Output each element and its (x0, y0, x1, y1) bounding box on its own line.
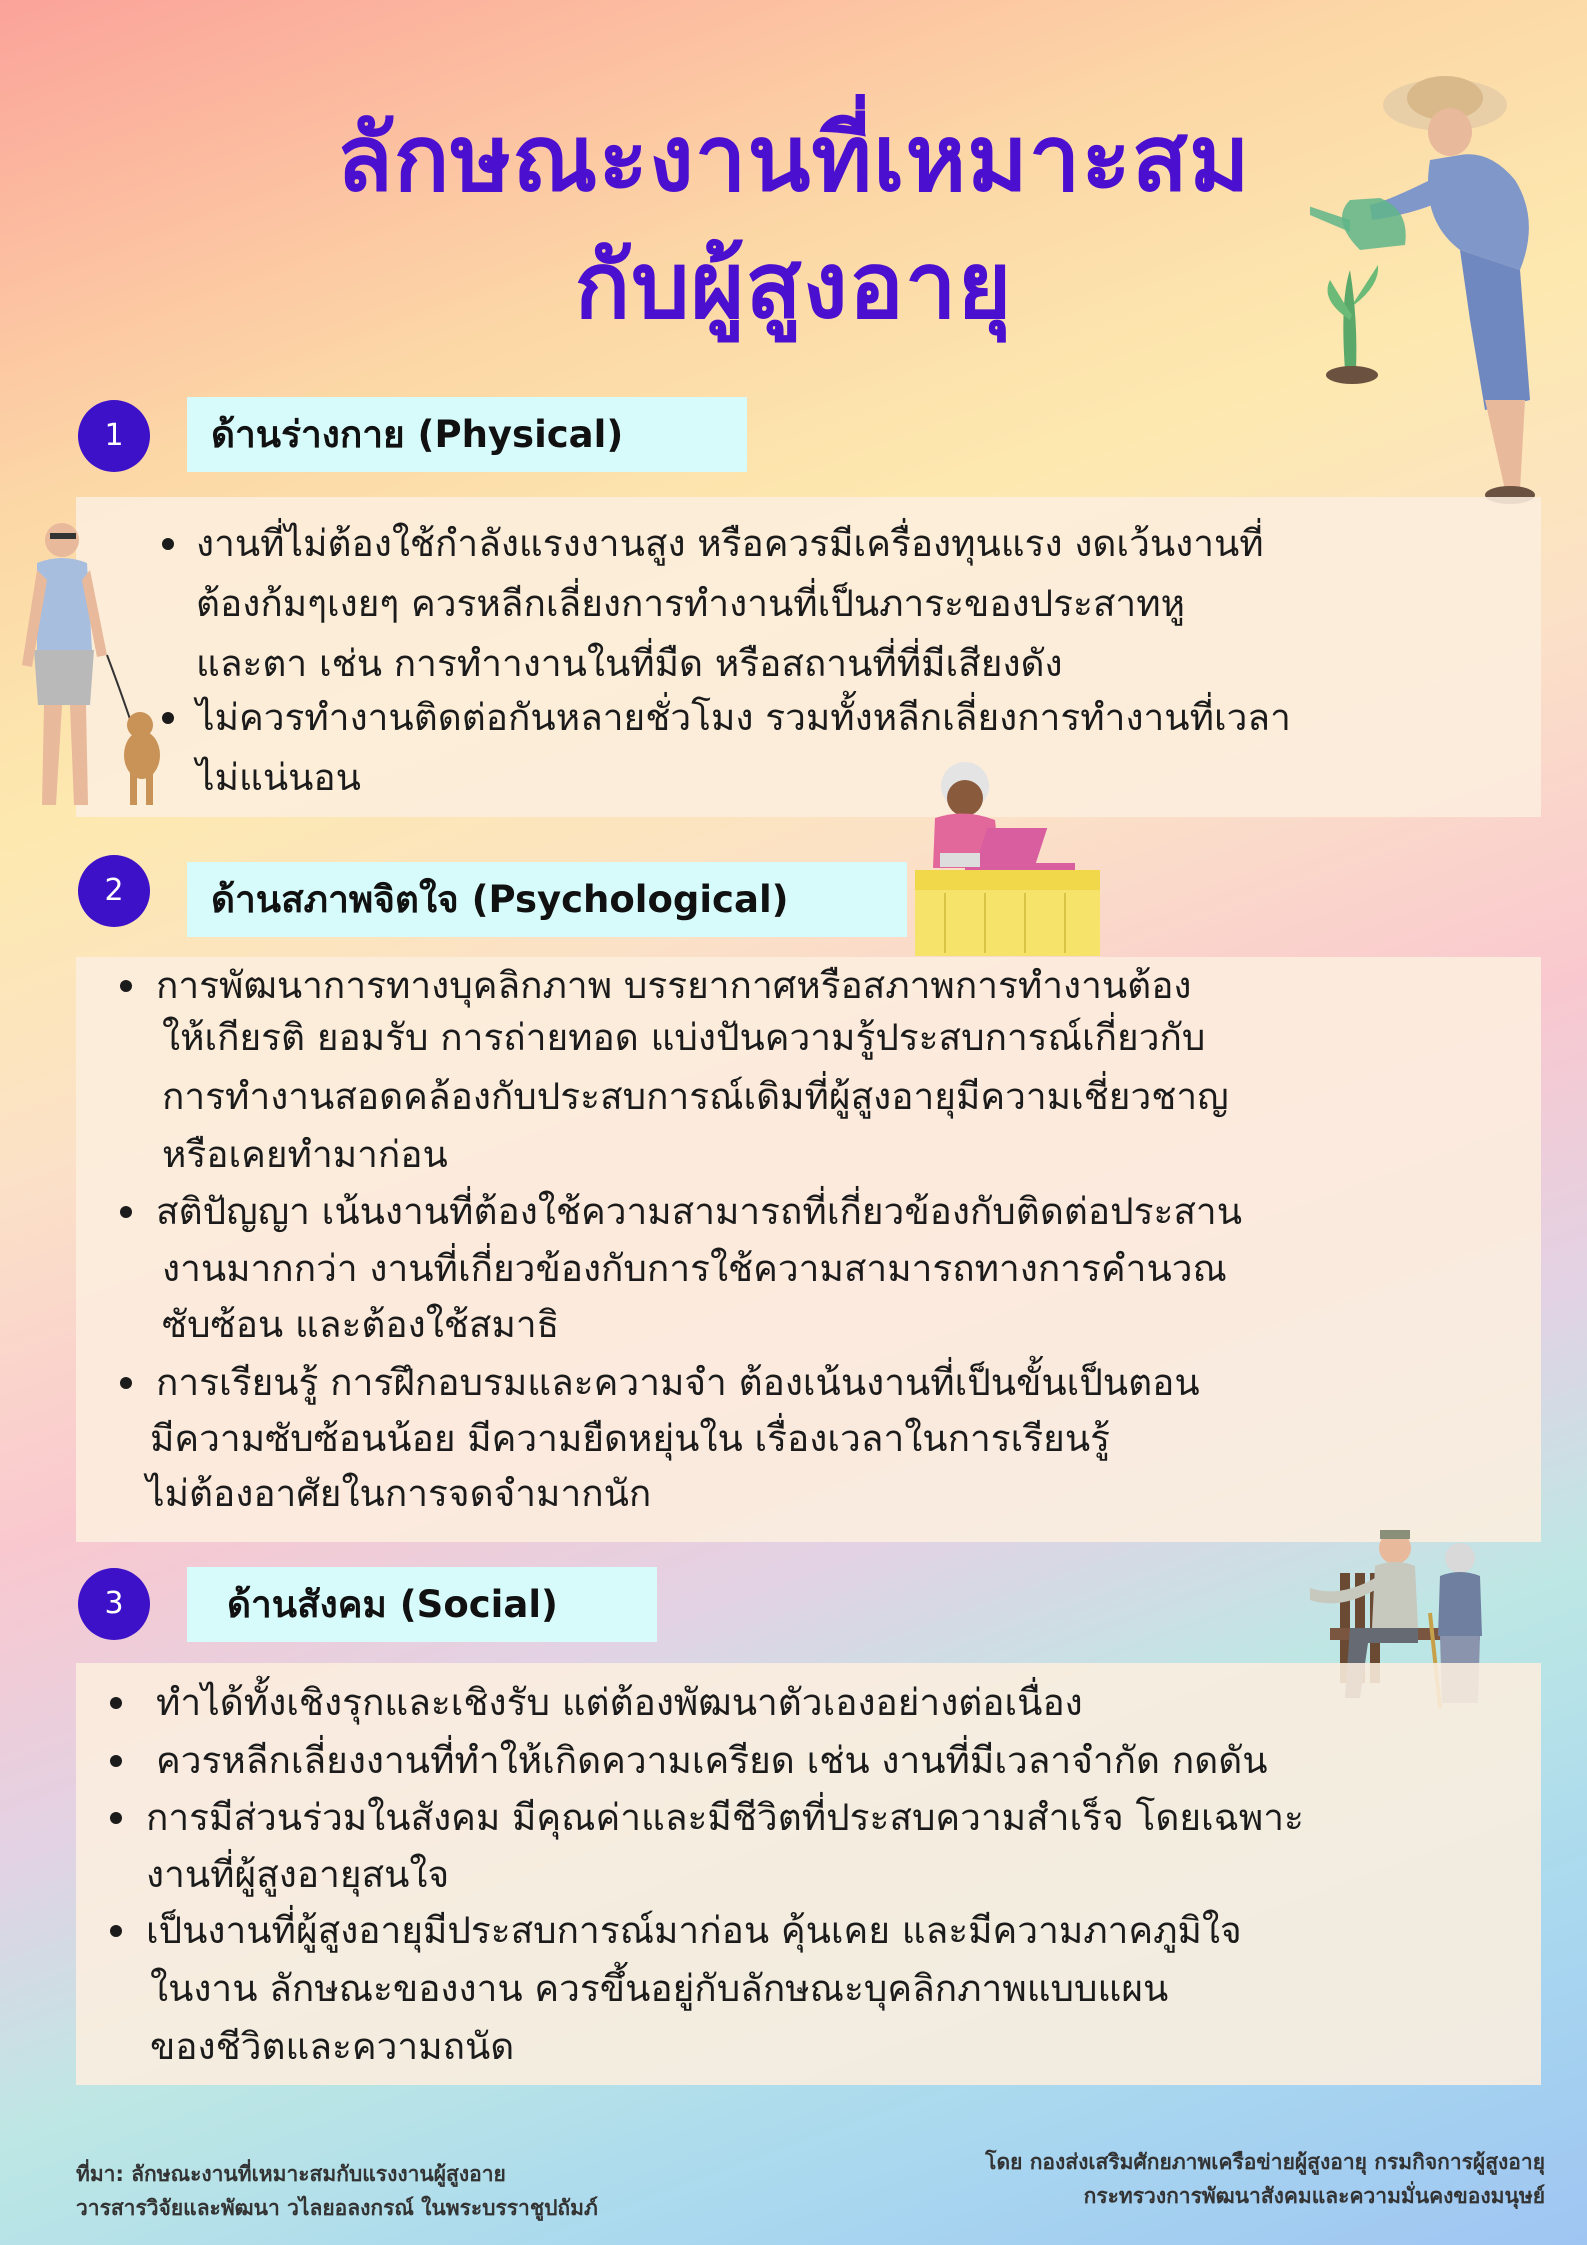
section-3-line-2: ควรหลีกเลี่ยงงานที่ทำให้เกิดความเครียด เช่น งานที่มีเวลาจำกัด กดดัน (156, 1739, 1268, 1782)
footer-by-line-2: กระทรวงการพัฒนาสังคมและความมั่นคงของมนุษย์ (1083, 2184, 1545, 2208)
section-3-bullet-3 (110, 1812, 122, 1824)
section-2-number: 2 (78, 855, 150, 927)
section-1-bullet-1 (162, 538, 174, 550)
section-2-heading: ด้านสภาพจิตใจ (Psychological) (187, 862, 907, 937)
section-2-line-2: ให้เกียรติ ยอมรับ การถ่ายทอด แบ่งปันความรู้ประสบการณ์เกี่ยวกับ (162, 1016, 1206, 1059)
footer-source-line-1: ที่มา: ลักษณะงานที่เหมาะสมกับแรงงานผู้สูงอาย (76, 2162, 506, 2186)
footer-by-line-1: โดย กองส่งเสริมศักยภาพเครือข่ายผู้สูงอายุ กรมกิจการผู้สูงอายุ (985, 2150, 1545, 2174)
section-1-line-1: งานที่ไม่ต้องใช้กำลังแรงงานสูง หรือควรมีเครื่องทุนแรง งดเว้นงานที่ (196, 522, 1264, 565)
section-3-bullet-1 (110, 1697, 122, 1709)
page-title-line2: กับผู้สูงอายุ (574, 232, 1013, 339)
woman-at-desk-illustration (905, 758, 1115, 958)
section-1-heading: ด้านร่างกาย (Physical) (187, 397, 747, 472)
section-3-heading: ด้านสังคม (Social) (187, 1567, 657, 1642)
section-2-line-4: หรือเคยทำมาก่อน (162, 1133, 448, 1176)
gardener-illustration (1310, 70, 1580, 510)
section-3-line-3: การมีส่วนร่วมในสังคม มีคุณค่าและมีชีวิตที่ประสบความสำเร็จ โดยเฉพาะ (146, 1796, 1304, 1839)
section-3-line-1: ทำได้ทั้งเชิงรุกและเชิงรับ แต่ต้องพัฒนาตัวเองอย่างต่อเนื่อง (156, 1681, 1083, 1724)
section-1-line-4: ไม่ควรทำงานติดต่อกันหลายชั่วโมง รวมทั้งหลีกเลี่ยงการทำงานที่เวลา (196, 696, 1291, 739)
section-2-line-10: ไม่ต้องอาศัยในการจดจำมากนัก (146, 1472, 652, 1515)
section-3-line-5: เป็นงานที่ผู้สูงอายุมีประสบการณ์มาก่อน คุ้นเคย และมีความภาคภูมิใจ (146, 1909, 1242, 1952)
section-2-bullet-2 (120, 1206, 132, 1218)
section-2-bullet-3 (120, 1377, 132, 1389)
man-walking-dog-illustration (12, 515, 172, 820)
section-1-line-3: และตา เช่น การทำางานในที่มืด หรือสถานที่ที่มีเสียงดัง (196, 642, 1063, 685)
section-2-line-7: ซับซ้อน และต้องใช้สมาธิ (162, 1303, 560, 1346)
section-1-bullet-2 (162, 712, 174, 724)
section-1-number: 1 (78, 400, 150, 472)
section-3-line-4: งานที่ผู้สูงอายุสนใจ (146, 1853, 450, 1896)
section-2-bullet-1 (120, 980, 132, 992)
section-3-bullet-4 (110, 1925, 122, 1937)
section-1-line-5: ไม่แน่นอน (196, 756, 361, 799)
section-2-line-3: การทำงานสอดคล้องกับประสบการณ์เดิมที่ผู้สูงอายุมีความเชี่ยวชาญ (162, 1075, 1229, 1118)
page-title-line1: ลักษณะงานที่เหมาะสม (336, 105, 1251, 212)
section-3-number: 3 (78, 1568, 150, 1640)
section-2-line-6: งานมากกว่า งานที่เกี่ยวข้องกับการใช้ความสามารถทางการคำนวณ (162, 1247, 1227, 1290)
section-2-line-5: สติปัญญา เน้นงานที่ต้องใช้ความสามารถที่เกี่ยวข้องกับติดต่อประสาน (156, 1190, 1242, 1233)
section-2-line-9: มีความซับซ้อนน้อย มีความยืดหยุ่นใน เรื่องเวลาในการเรียนรู้ (150, 1417, 1110, 1460)
section-2-line-1: การพัฒนาการทางบุคลิกภาพ บรรยากาศหรือสภาพการทำงานต้อง (156, 964, 1192, 1007)
section-3-bullet-2 (110, 1755, 122, 1767)
section-1-line-2: ต้องก้มๆเงยๆ ควรหลีกเลี่ยงการทำงานที่เป็นภาระของประสาทหู (196, 582, 1185, 625)
section-3-line-6: ในงาน ลักษณะของงาน ควรขึ้นอยู่กับลักษณะบุคลิกภาพแบบแผน (150, 1967, 1169, 2010)
section-3-line-7: ของชีวิตและความถนัด (150, 2025, 515, 2068)
footer-source-line-2: วารสารวิจัยและพัฒนา วไลยอลงกรณ์ ในพระบรราชูปถัมภ์ (76, 2196, 598, 2220)
section-2-line-8: การเรียนรู้ การฝึกอบรมและความจำ ต้องเน้นงานที่เป็นขั้นเป็นตอน (156, 1361, 1200, 1404)
